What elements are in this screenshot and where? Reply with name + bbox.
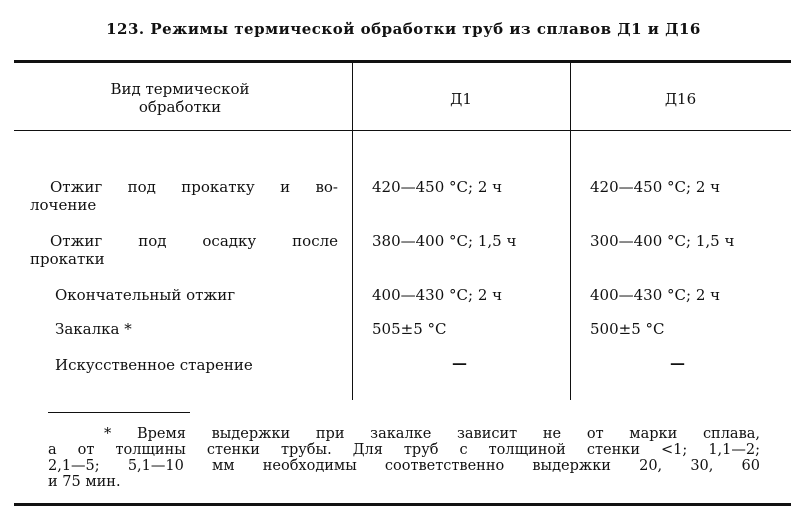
header-treatment-line2: обработки (138, 98, 222, 116)
row-1-d1: 420—450 °С; 2 ч (372, 178, 503, 196)
header-treatment-type (60, 80, 300, 116)
header-d1: Д1 (450, 90, 472, 108)
column-divider-2 (570, 62, 571, 400)
footnote-rule (48, 412, 190, 413)
row-1-label-line2: лочение (30, 196, 97, 214)
row-5-d16: — (670, 354, 685, 372)
row-1-label-line1: Отжиг под прокатку и во- (50, 178, 338, 196)
table-title: 123. Режимы термической обработки труб из сплавов Д1 и Д16 (106, 20, 701, 38)
row-4-d16: 500±5 °С (590, 320, 665, 338)
row-2-d16: 300—400 °С; 1,5 ч (590, 232, 735, 250)
header-d16: Д16 (664, 90, 697, 108)
row-4-d1: 505±5 °С (372, 320, 447, 338)
bottom-rule (14, 503, 791, 506)
footnote-line-1: * Время выдержки при закалке зависит не от марки сплава, (104, 426, 760, 442)
footnote-line-2: а от толщины стенки трубы. Для труб с толщиной стенки <1; 1,1—2; (48, 442, 760, 458)
footnote (48, 426, 760, 490)
footnote-line-3: 2,1—5; 5,1—10 мм необходимы соответственно выдержки 20, 30, 60 (48, 458, 760, 474)
row-1-d16: 420—450 °С; 2 ч (590, 178, 721, 196)
row-2-label-line1: Отжиг под осадку после (50, 232, 338, 250)
row-5-d1: — (452, 354, 467, 372)
row-3-d1: 400—430 °С; 2 ч (372, 286, 503, 304)
row-2-label-line2: прокатки (30, 250, 105, 268)
row-2-d1: 380—400 °С; 1,5 ч (372, 232, 517, 250)
header-treatment-line1: Вид термической (110, 80, 250, 98)
row-3-label: Окончательный отжиг (55, 286, 236, 304)
top-rule (14, 60, 791, 63)
footnote-line-4: и 75 мин. (48, 474, 121, 490)
row-4-label: Закалка * (55, 320, 132, 338)
row-3-d16: 400—430 °С; 2 ч (590, 286, 721, 304)
header-rule (14, 130, 791, 131)
row-5-label: Искусственное старение (55, 356, 253, 374)
column-divider-1 (352, 62, 353, 400)
